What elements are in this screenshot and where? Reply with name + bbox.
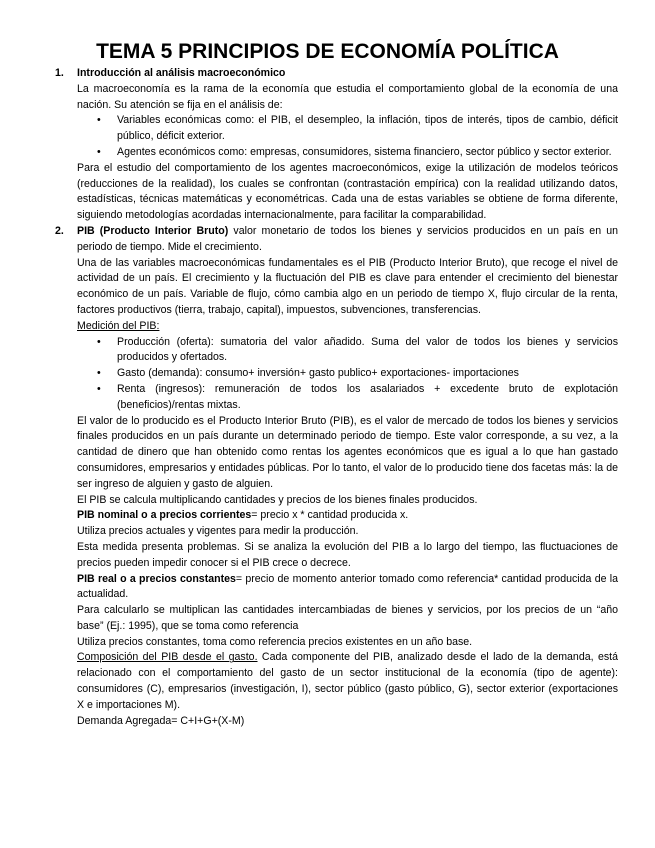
definition-real (77, 572, 618, 604)
section-number: 2. (55, 224, 64, 237)
definition-text: = precio de momento anterior tomado como referencia* cantidad producida de la actualidad. (77, 572, 619, 601)
bullet-icon: • (97, 145, 101, 158)
section-heading: Introducción al análisis macroeconómico (77, 67, 286, 79)
bullet-icon: • (97, 335, 101, 348)
bullet-text: Gasto (demanda): consumo+ inversión+ gasto publico+ exportaciones- importaciones (117, 367, 519, 380)
bullet-icon: • (97, 367, 101, 380)
section-heading-line (77, 224, 618, 256)
paragraph: Esta medida presenta problemas. Si se analiza la evolución del PIB a lo largo del tiempo, las fluctuaciones de precios pueden impedir conocer si el PIB crece o decrece. (77, 540, 618, 569)
paragraph: Utiliza precios actuales y vigentes para medir la producción. (77, 525, 359, 538)
bullet-icon: • (97, 114, 101, 127)
term-real: PIB real o a precios constantes (77, 572, 236, 585)
bullet-text: Producción (oferta): sumatoria del valor añadido. Suma del valor de todos los bienes y servicios producidos y ofertados. (117, 335, 618, 364)
document-body (55, 66, 618, 729)
bullet-icon: • (97, 382, 101, 395)
definition-nominal (77, 508, 618, 524)
paragraph: La macroeconomía es la rama de la economía que estudia el comportamiento global de la economía de una nación. Su atención se fija en el análisis de: (77, 82, 618, 111)
bullet-item (77, 366, 618, 382)
section-heading: PIB (Producto Interior Bruto) (77, 224, 229, 237)
page-title: TEMA 5 PRINCIPIOS DE ECONOMÍA POLÍTICA (96, 40, 559, 63)
section-1 (55, 66, 618, 224)
bullet-text: Renta (ingresos): remuneración de todos los asalariados + excedente bruto de explotación (beneficios)/rentas mixtas. (117, 382, 618, 411)
section-heading-rest: valor monetario de todos los bienes y servicios producidos en un país en un periodo de tiempo. Mide el crecimiento. (77, 224, 618, 253)
paragraph: Para el estudio del comportamiento de los agentes macroeconómicos, exige la utilización de modelos teóricos (reducciones de la realidad), los cuales se confrontan (contrastación empírica) con la realidad utilizando datos, estadísticas, técnicas matemáticas y econométricas. Cada una de estas variables se obtiene de forma diferente, siguiendo metodologías acordadas internacionalmente, para facilitar la comparabilidad. (77, 161, 618, 222)
composition-text: Cada componente del PIB, analizado desde el lado de la demanda, está relacionado con el comportamiento del gasto de un sector institucional de la economía (tipo de agente): consumidores (C), empresarios (investigación, I), sector público (gasto público, G), sector exterior (exportaciones X e importaciones M). (77, 651, 618, 711)
subheading-composicion: Composición del PIB desde el gasto. (77, 651, 258, 664)
bullet-item (77, 382, 618, 414)
paragraph: El valor de lo producido es el Producto Interior Bruto (PIB), es el valor de mercado de todos los bienes y servicios finales producidos en un país durante un determinado periodo de tiempo. Este valor corresponde, a su vez, a la cantidad de dinero que han obtenido como rentas los agentes económicos que es igual a lo que han gastado consumidores, empresarios y entidades públicas. Por lo tanto, el valor de lo producido tiene dos facetas más: la de ser ingreso de alguien y gasto de alguien. (77, 414, 618, 490)
paragraph: Utiliza precios constantes, toma como referencia precios existentes en un año base. (77, 635, 473, 648)
paragraph: Una de las variables macroeconómicas fundamentales es el PIB (Producto Interior Bruto), que recoge el nivel de actividad de un país. El crecimiento y la fluctuación del PIB es clave para entender el crecimiento del bienestar económico de un país. Variable de flujo, cómo cambia algo en un periodo de tiempo X, flujo circular de la renta, factores productivos (tierra, trabajo, capital), impuestos, subvenciones, transferencias. (77, 256, 618, 316)
bullet-item (77, 113, 618, 145)
bullet-text: Agentes económicos como: empresas, consumidores, sistema financiero, sector público y sector exterior. (117, 145, 612, 158)
bullet-item (77, 145, 618, 161)
formula: Demanda Agregada= C+I+G+(X-M) (77, 714, 245, 727)
section-number: 1. (55, 67, 64, 79)
paragraph: Para calcularlo se multiplican las cantidades intercambiadas de bienes y servicios, por los precios de un “año base” (Ej.: 1995), que se toma como referencia (77, 604, 618, 632)
bullet-item (77, 335, 618, 367)
bullet-text: Variables económicas como: el PIB, el desempleo, la inflación, tipos de interés, tipos de cambio, déficit público, déficit exterior. (117, 114, 618, 143)
paragraph: El PIB se calcula multiplicando cantidades y precios de los bienes finales producidos. (77, 493, 478, 506)
composition-paragraph (77, 650, 618, 713)
subheading-medicion: Medición del PIB: (77, 319, 160, 332)
definition-text: = precio x * cantidad producida x. (251, 509, 409, 522)
section-2 (55, 224, 618, 730)
term-nominal: PIB nominal o a precios corrientes (77, 509, 252, 522)
